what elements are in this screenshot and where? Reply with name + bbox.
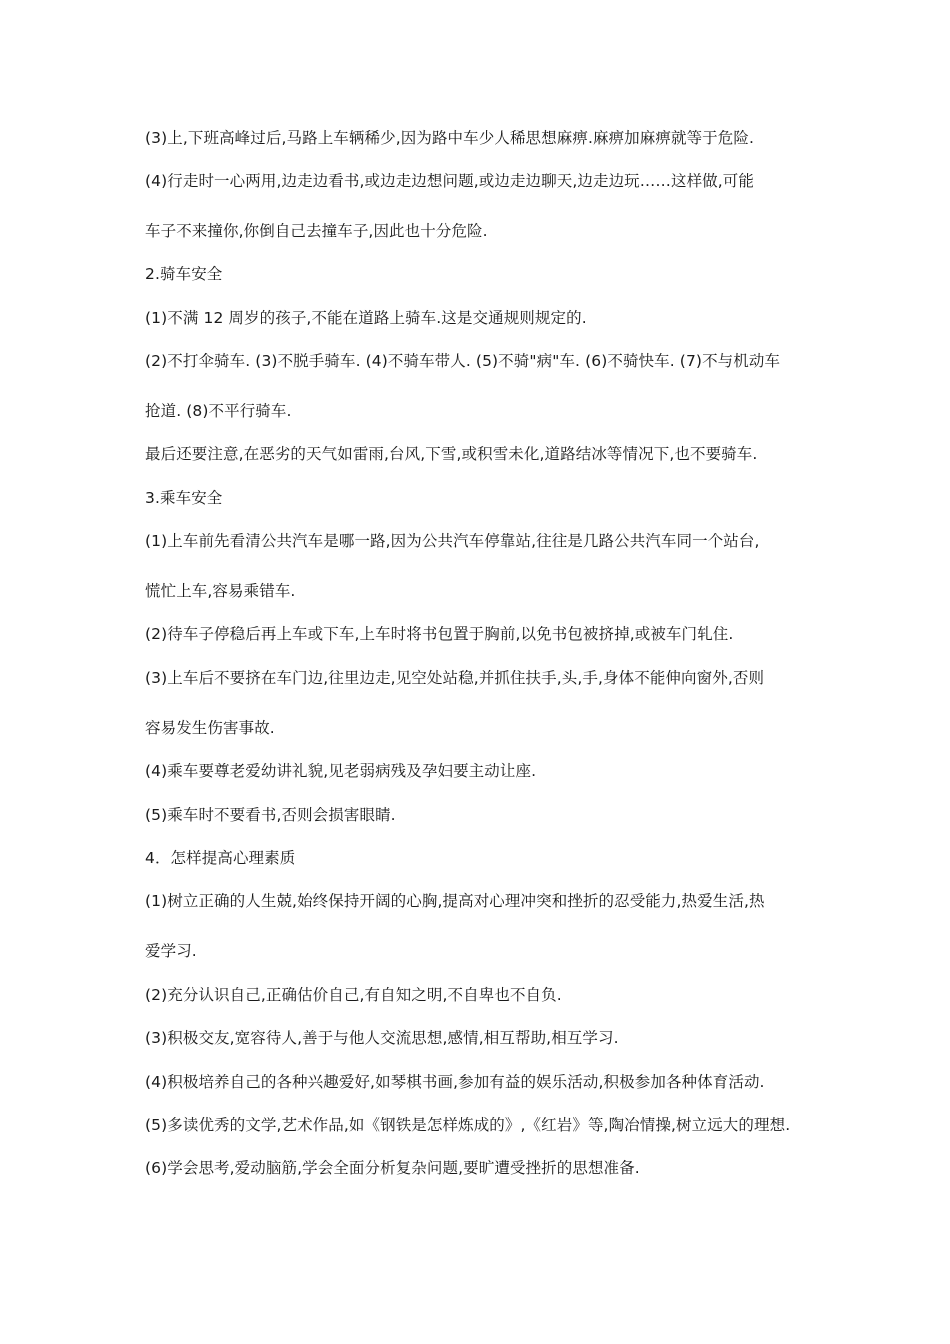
paragraph-line: (5)多读优秀的文学,艺术作品,如《钢铁是怎样炼成的》,《红岩》等,陶冶情操,树立远大的理想.: [145, 1116, 791, 1134]
paragraph-line: (2)充分认识自己,正确估价自己,有自知之明,不自卑也不自负.: [145, 986, 562, 1004]
paragraph-line: (4)积极培养自己的各种兴趣爱好,如琴棋书画,参加有益的娱乐活动,积极参加各种体育活动.: [145, 1073, 765, 1091]
paragraph-line: (3)上车后不要挤在车门边,往里边走,见空处站稳,并抓住扶手,头,手,身体不能伸向窗外,否则: [145, 669, 765, 687]
paragraph-line: (3)积极交友,宽容待人,善于与他人交流思想,感情,相互帮助,相互学习.: [145, 1029, 619, 1047]
paragraph-line: 容易发生伤害事故.: [145, 719, 275, 737]
paragraph-line: (6)学会思考,爱动脑筋,学会全面分析复杂问题,要旷遭受挫折的思想准备.: [145, 1159, 640, 1177]
paragraph-line: 最后还要注意,在恶劣的天气如雷雨,台风,下雪,或积雪未化,道路结冰等情况下,也不要骑车.: [145, 445, 758, 463]
section-heading: 2.骑车安全: [145, 265, 223, 283]
paragraph-line: (3)上,下班高峰过后,马路上车辆稀少,因为路中车少人稀思想麻痹.麻痹加麻痹就等于危险.: [145, 129, 754, 147]
paragraph-line: 爱学习.: [145, 942, 197, 960]
section-heading: 4．怎样提高心理素质: [145, 849, 296, 867]
paragraph-line: (2)不打伞骑车. (3)不脱手骑车. (4)不骑车带人. (5)不骑"病"车. (6)不骑快车. (7)不与机动车: [145, 352, 781, 370]
paragraph-line: (1)上车前先看清公共汽车是哪一路,因为公共汽车停靠站,往往是几路公共汽车同一个站台,: [145, 532, 760, 550]
paragraph-line: (4)乘车要尊老爱幼讲礼貌,见老弱病残及孕妇要主动让座.: [145, 762, 537, 780]
paragraph-line: 慌忙上车,容易乘错车.: [145, 582, 296, 600]
paragraph-line: (1)树立正确的人生兢,始终保持开阔的心胸,提高对心理冲突和挫折的忍受能力,热爱生活,热: [145, 892, 765, 910]
paragraph-line: (1)不满 12 周岁的孩子,不能在道路上骑车.这是交通规则规定的.: [145, 309, 587, 327]
paragraph-line: (4)行走时一心两用,边走边看书,或边走边想问题,或边走边聊天,边走边玩……这样做,可能: [145, 172, 754, 190]
section-heading: 3.乘车安全: [145, 489, 223, 507]
paragraph-line: 抢道. (8)不平行骑车.: [145, 402, 292, 420]
paragraph-line: (5)乘车时不要看书,否则会损害眼睛.: [145, 806, 396, 824]
paragraph-line: (2)待车子停稳后再上车或下车,上车时将书包置于胸前,以免书包被挤掉,或被车门轧住.: [145, 625, 734, 643]
paragraph-line: 车子不来撞你,你倒自己去撞车子,因此也十分危险.: [145, 222, 488, 240]
